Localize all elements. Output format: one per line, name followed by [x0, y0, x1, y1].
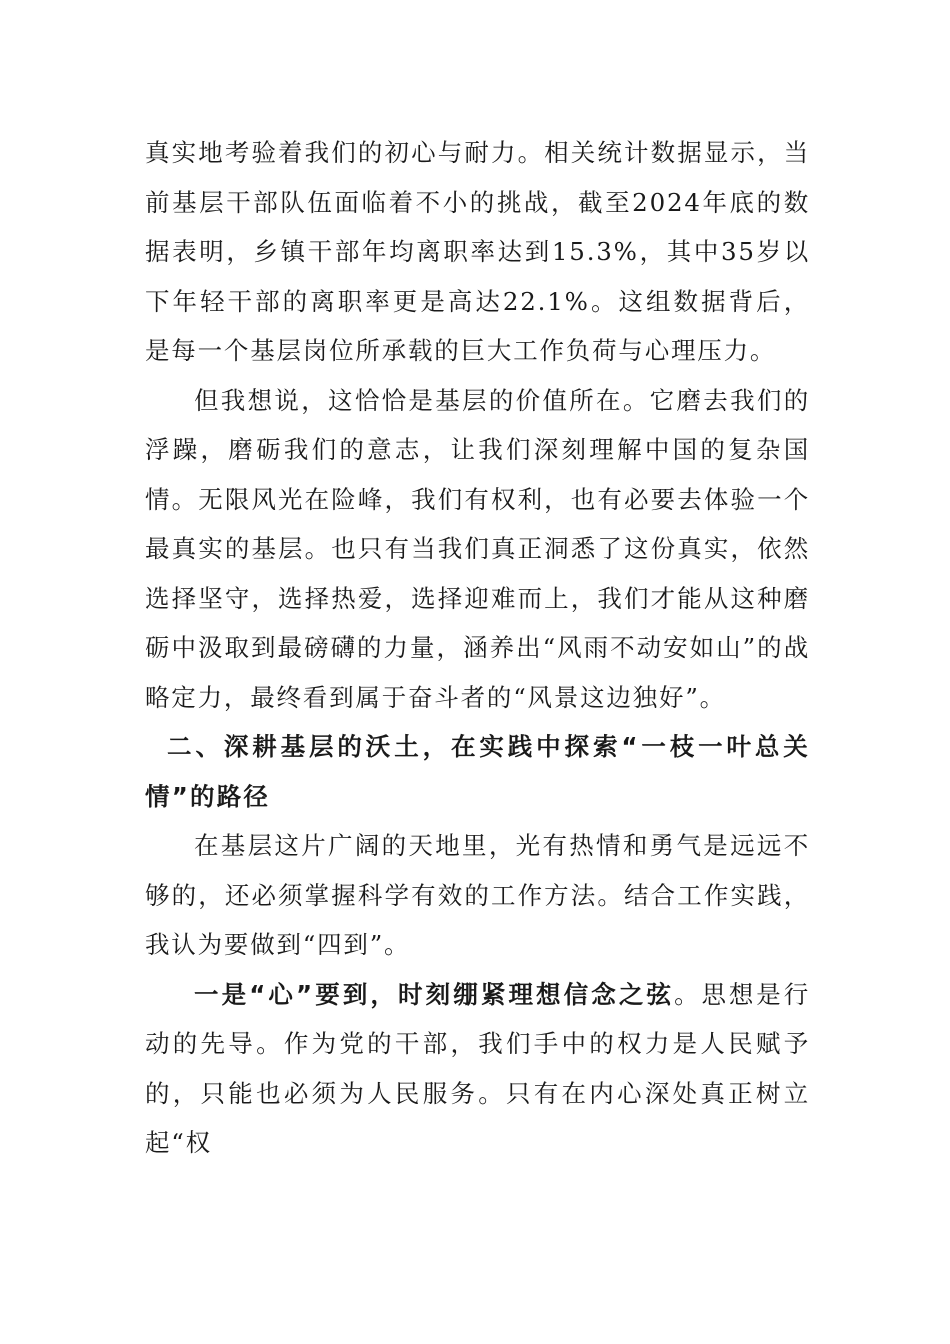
paragraph-heart-lead: 一是“心”要到，时刻绷紧理想信念之弦: [194, 979, 675, 1009]
section-heading: 二、深耕基层的沃土，在实践中探索“一枝一叶总关情”的路径: [145, 732, 810, 811]
paragraph-heart: [145, 970, 810, 1168]
paragraph-basic-value: 但我想说，这恰恰是基层的价值所在。它磨去我们的浮躁，磨砺我们的意志，让我们深刻理解中国的复杂国情。无限风光在险峰，我们有权利，也有必要去体验一个最真实的基层。也只有当我们真正洞悉了这份真实，依然选择坚守，选择热爱，选择迎难而上，我们才能从这种磨砺中汲取到最磅礴的力量，涵养出“风雨不动安如山”的战略定力，最终看到属于奋斗者的“风景这边独好”。: [145, 385, 810, 712]
paragraph-methods: 在基层这片广阔的天地里，光有热情和勇气是远远不够的，还必须掌握科学有效的工作方法。结合工作实践，我认为要做到“四到”。: [145, 831, 810, 959]
paragraph-continued: 真实地考验着我们的初心与耐力。相关统计数据显示，当前基层干部队伍面临着不小的挑战，截至2024年底的数据表明，乡镇干部年均离职率达到15.3%，其中35岁以下年轻干部的离职率更是高达22.1%。这组数据背后，是每一个基层岗位所承载的巨大工作负荷与心理压力。: [145, 138, 810, 365]
paragraph-heart-text: 。思想是行动的先导。作为党的干部，我们手中的权力是人民赋予的，只能也必须为人民服务。只有在内心深处真正树立起“权: [145, 979, 811, 1157]
document-body: [145, 128, 810, 1168]
